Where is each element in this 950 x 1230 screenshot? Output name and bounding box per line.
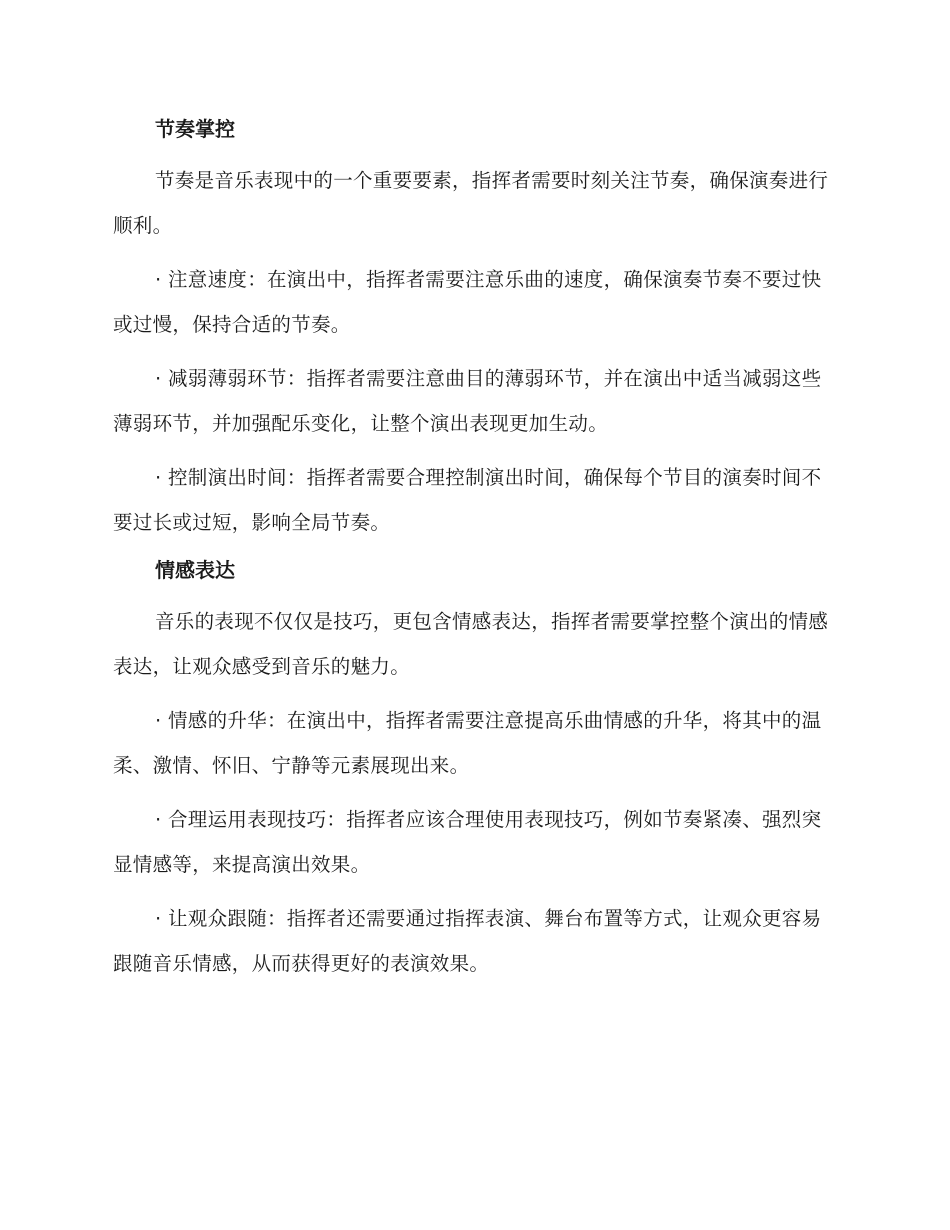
intro-paragraph: 音乐的表现不仅仅是技巧，更包含情感表达，指挥者需要掌控整个演出的情感表达，让观众感受到音乐的魅力。	[113, 610, 829, 678]
bullet-paragraph: · 情感的升华：在演出中，指挥者需要注意提高乐曲情感的升华，将其中的温柔、激情、怀旧、宁静等元素展现出来。	[113, 709, 822, 777]
section-heading: 情感表达	[155, 558, 235, 582]
bullet-paragraph: · 让观众跟随：指挥者还需要通过指挥表演、舞台布置等方式，让观众更容易跟随音乐情感，从而获得更好的表演效果。	[113, 907, 822, 975]
intro-paragraph: 节奏是音乐表现中的一个重要要素，指挥者需要时刻关注节奏，确保演奏进行顺利。	[113, 169, 829, 237]
section-emotional-expression	[113, 554, 833, 986]
bullet-paragraph: · 控制演出时间：指挥者需要合理控制演出时间，确保每个节目的演奏时间不要过长或过短，影响全局节奏。	[113, 466, 822, 534]
section-rhythm-control	[113, 113, 833, 545]
document-content	[113, 113, 833, 995]
bullet-paragraph: · 合理运用表现技巧：指挥者应该合理使用表现技巧，例如节奏紧凑、强烈突显情感等，来提高演出效果。	[113, 808, 822, 876]
bullet-paragraph: · 注意速度：在演出中，指挥者需要注意乐曲的速度，确保演奏节奏不要过快或过慢，保持合适的节奏。	[113, 268, 822, 336]
section-heading: 节奏掌控	[155, 117, 235, 141]
bullet-paragraph: · 减弱薄弱环节：指挥者需要注意曲目的薄弱环节，并在演出中适当减弱这些薄弱环节，并加强配乐变化，让整个演出表现更加生动。	[113, 367, 822, 435]
